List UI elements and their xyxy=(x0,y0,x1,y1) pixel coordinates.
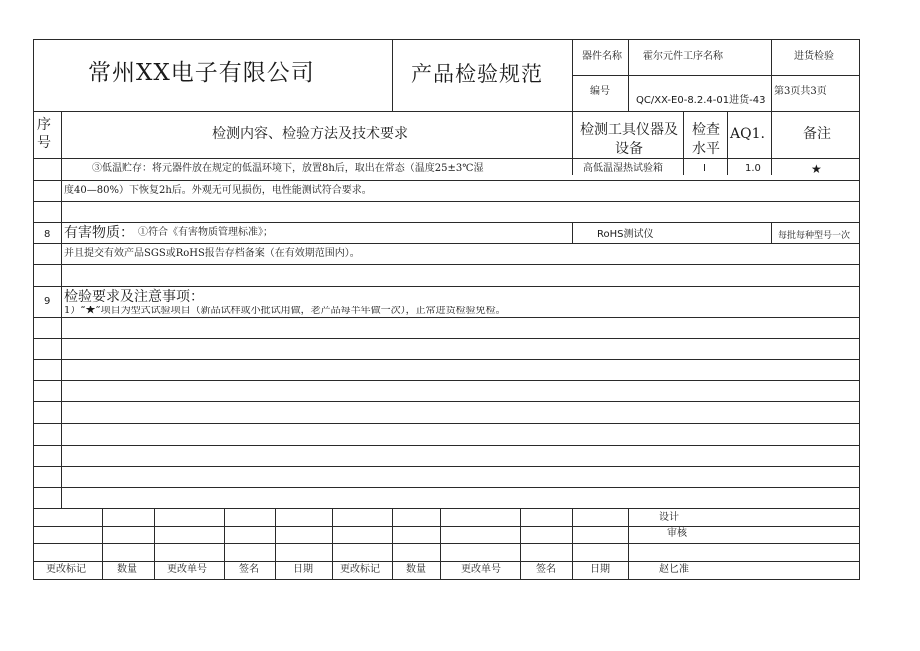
row1-content: ③低温贮存：将元器件放在规定的低温环境下，放置8h后，取出在常态（温度25±3℃湿 xyxy=(92,163,484,174)
review-label: 审核 xyxy=(667,528,687,539)
row8-tool: RoHS测试仪 xyxy=(597,229,654,240)
number-label: 编号 xyxy=(590,86,610,97)
row8-remark: 每批每种型号一次 xyxy=(778,231,851,241)
design-label: 设计 xyxy=(659,512,679,523)
row1-remark-star: ★ xyxy=(811,162,822,176)
part-name-label: 器件名称 xyxy=(582,51,622,62)
footer-qty-1: 数量 xyxy=(117,564,137,575)
row8-title: 有害物质： xyxy=(64,225,134,241)
number-value: QC/XX-E0-8.2.4-01进货-43 xyxy=(636,95,766,106)
row8-content: ①符合《有害物质管理标准》； xyxy=(138,227,273,238)
row9-content: 1）“★”项目为型式试验项目（新品试样或小批试用做，老产品每半年做一次），正常进货检验免检。 xyxy=(64,306,506,316)
row8-seq: 8 xyxy=(44,229,51,240)
row1-aql: 1.0 xyxy=(745,163,761,174)
footer-sign-1: 签名 xyxy=(239,564,259,575)
row2-content: 度40—80%）下恢复2h后。外观无可见损伤，电性能测试符合要求。 xyxy=(64,185,372,196)
footer-date-2: 日期 xyxy=(590,564,610,575)
col-aql-header: AQ1. xyxy=(730,126,765,142)
footer-sign-2: 签名 xyxy=(536,564,556,575)
col-level-header: 检查水平 xyxy=(692,122,720,157)
part-name-value: 霍尔元件工序名称 xyxy=(643,51,723,62)
footer-change-no-1: 更改单号 xyxy=(167,564,207,575)
page-info: 第3页共3页 xyxy=(774,86,827,97)
row9-seq: 9 xyxy=(44,296,51,307)
footer-qty-2: 数量 xyxy=(406,564,426,575)
company-name: 常州XX电子有限公司 xyxy=(88,60,315,86)
footer-change-mark-1: 更改标记 xyxy=(46,564,86,575)
col-tools-header: 检测工具仪器及设备 xyxy=(580,122,678,157)
col-seq-header: 序号 xyxy=(37,117,51,151)
row1-level: I xyxy=(703,163,706,174)
col-content-header: 检测内容、检验方法及技术要求 xyxy=(212,126,408,142)
row8-content-cont: 并且提交有效产品SGS或RoHS报告存档备案（在有效期范围内）。 xyxy=(64,248,360,259)
footer-change-no-2: 更改单号 xyxy=(461,564,501,575)
col-remark-header: 备注 xyxy=(803,126,831,142)
row1-tool: 高低温湿热试验箱 xyxy=(583,163,663,174)
row9-title: 检验要求及注意事项： xyxy=(64,289,204,305)
process-value: 进货检验 xyxy=(794,51,834,62)
approver-name: 赵匕准 xyxy=(659,564,689,575)
footer-change-mark-2: 更改标记 xyxy=(340,564,380,575)
document-title: 产品检验规范 xyxy=(411,62,543,86)
footer-date-1: 日期 xyxy=(293,564,313,575)
